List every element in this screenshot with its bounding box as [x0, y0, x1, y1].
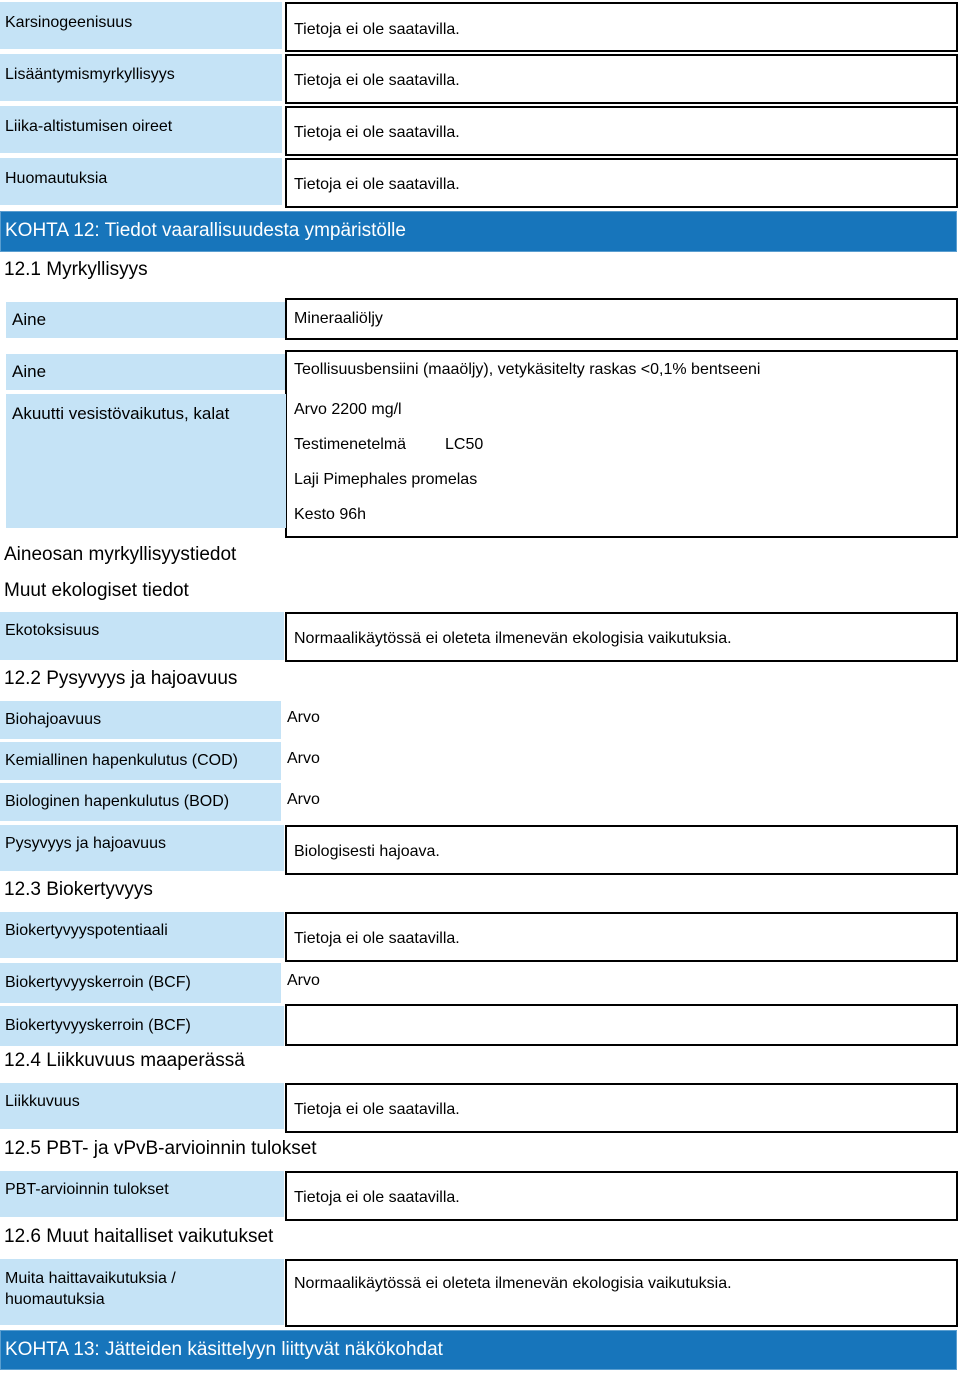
heading-other-ecological: Muut ekologiset tiedot — [4, 580, 189, 601]
section-13-header: KOHTA 13: Jätteiden käsittelyyn liittyvät näkökohdat — [0, 1330, 957, 1370]
value-bcf-1: Arvo — [287, 972, 320, 989]
value-liikkuvuus: Tietoja ei ole saatavilla. — [285, 1083, 958, 1133]
label-muita-haittavaikutuksia: Muita haittavaikutuksia / huomautuksia — [0, 1259, 284, 1325]
label-bod: Biologinen hapenkulutus (BOD) — [0, 783, 281, 821]
label-karsinogeenisuus: Karsinogeenisuus — [0, 2, 282, 49]
heading-12-3: 12.3 Biokertyvyys — [4, 879, 153, 900]
label-pbt: PBT-arvioinnin tulokset — [0, 1171, 284, 1217]
value-huomautuksia: Tietoja ei ole saatavilla. — [285, 158, 958, 208]
label-huomautuksia: Huomautuksia — [0, 158, 282, 205]
heading-12-1: 12.1 Myrkyllisyys — [4, 259, 148, 280]
value-biokertyvyyspotentiaali: Tietoja ei ole saatavilla. — [285, 912, 958, 962]
label-biokertyvyyspotentiaali: Biokertyvyyspotentiaali — [0, 912, 284, 958]
heading-12-6: 12.6 Muut haitalliset vaikutukset — [4, 1226, 274, 1247]
label-bcf-2: Biokertyvyyskerroin (BCF) — [0, 1006, 284, 1046]
value-liika-altistumisen-oireet: Tietoja ei ole saatavilla. — [285, 106, 958, 156]
label-cod: Kemiallinen hapenkulutus (COD) — [0, 742, 281, 780]
label-acute-fish: Akuutti vesistövaikutus, kalat — [6, 394, 286, 528]
value-pbt: Tietoja ei ole saatavilla. — [285, 1171, 958, 1221]
label-pysyvyys: Pysyvyys ja hajoavuus — [0, 825, 284, 871]
heading-12-4: 12.4 Liikkuvuus maaperässä — [4, 1050, 245, 1071]
label-lisaantymismyrkyllisyys: Lisääntymismyrkyllisyys — [0, 54, 282, 101]
value-karsinogeenisuus: Tietoja ei ole saatavilla. — [285, 2, 958, 52]
label-bcf-1: Biokertyvyyskerroin (BCF) — [0, 963, 281, 1003]
acute-method-label: Testimenetelmä — [294, 436, 407, 453]
value-ekotoksisuus: Normaalikäytössä ei oleteta ilmenevän ekologisia vaikutuksia. — [285, 612, 958, 662]
heading-12-2: 12.2 Pysyvyys ja hajoavuus — [4, 668, 238, 689]
label-liikkuvuus: Liikkuvuus — [0, 1083, 284, 1129]
section-12-header: KOHTA 12: Tiedot vaarallisuudesta ympäristölle — [0, 211, 957, 252]
value-aine-1: Mineraaliöljy — [285, 298, 958, 340]
value-cod: Arvo — [287, 750, 320, 767]
acute-duration: Kesto 96h — [294, 506, 367, 523]
value-bcf-2 — [285, 1004, 958, 1046]
label-aine-2: Aine — [6, 354, 286, 390]
value-pysyvyys: Biologisesti hajoava. — [285, 825, 958, 875]
label-biohajoavuus: Biohajoavuus — [0, 701, 281, 739]
value-biohajoavuus: Arvo — [287, 709, 320, 726]
value-lisaantymismyrkyllisyys: Tietoja ei ole saatavilla. — [285, 54, 958, 104]
heading-component-toxicity: Aineosan myrkyllisyystiedot — [4, 544, 237, 565]
acute-arvo: Arvo 2200 mg/l — [294, 401, 402, 418]
value-bod: Arvo — [287, 791, 320, 808]
acute-species: Laji Pimephales promelas — [294, 471, 478, 488]
value-muita-haittavaikutuksia: Normaalikäytössä ei oleteta ilmenevän ekologisia vaikutuksia. — [285, 1259, 958, 1327]
label-ekotoksisuus: Ekotoksisuus — [0, 612, 284, 660]
value-aine-2: Teollisuusbensiini (maaöljy), vetykäsitelty raskas <0,1% bentseeni — [294, 361, 761, 378]
label-liika-altistumisen-oireet: Liika-altistumisen oireet — [0, 106, 282, 153]
label-aine-1: Aine — [6, 302, 286, 338]
acute-toxicity-box — [285, 350, 958, 538]
heading-12-5: 12.5 PBT- ja vPvB-arvioinnin tulokset — [4, 1138, 317, 1159]
acute-method-value: LC50 — [445, 436, 484, 453]
